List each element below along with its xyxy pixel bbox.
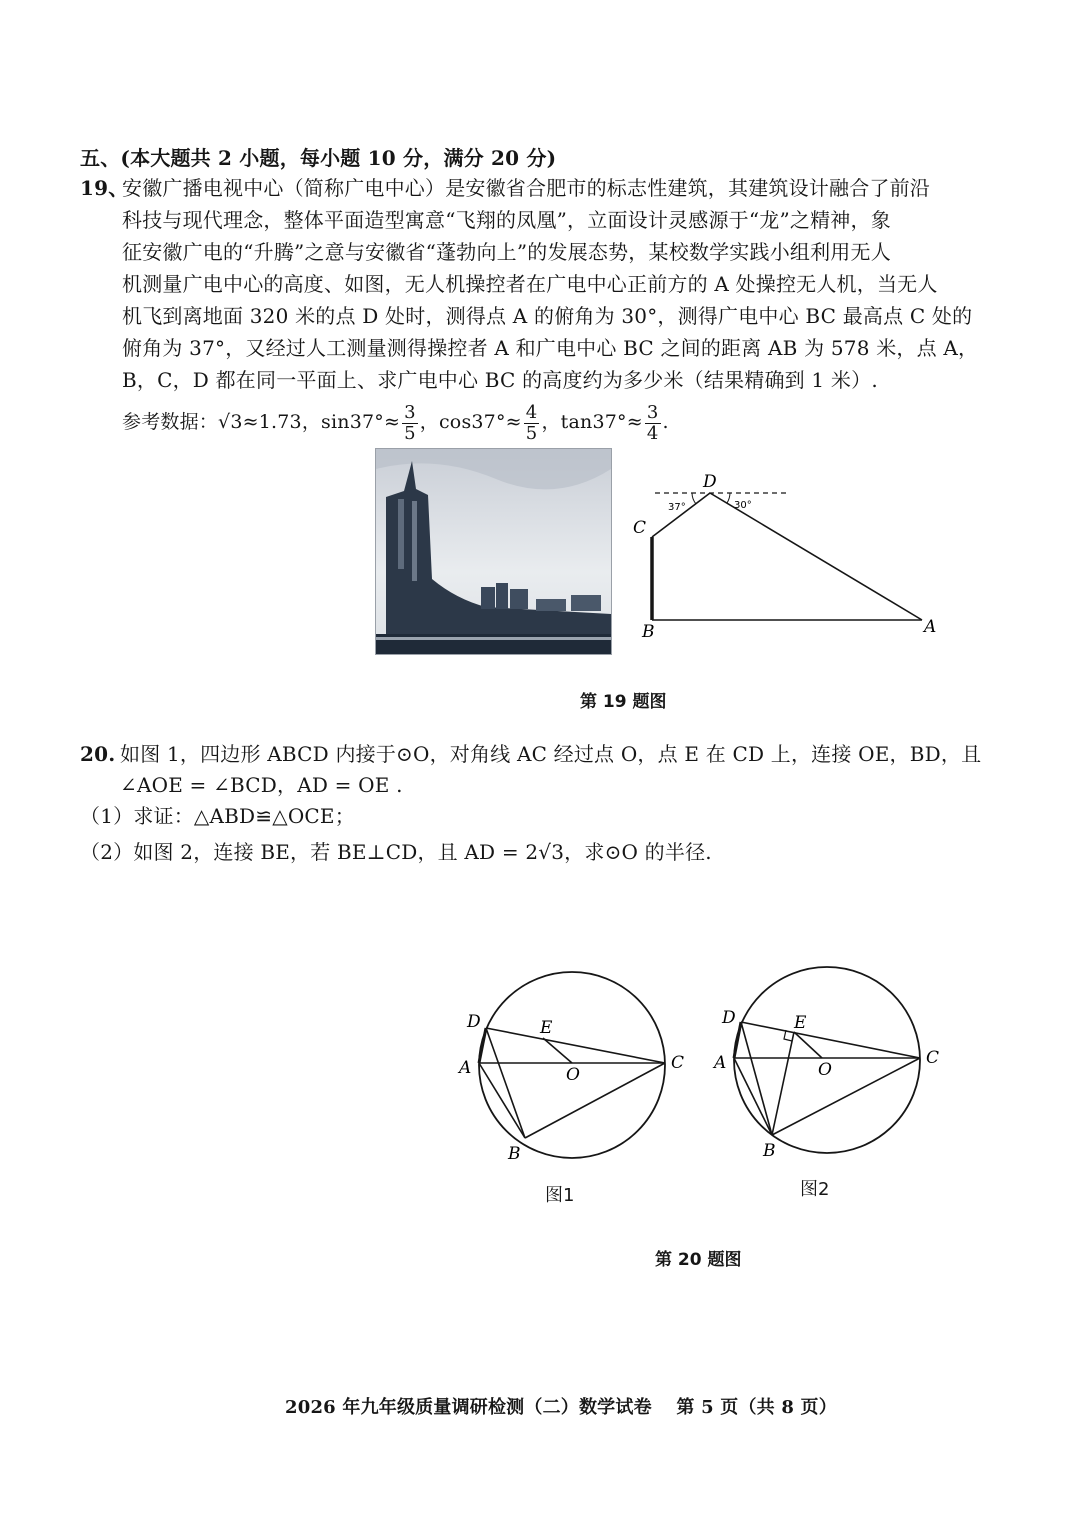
ref-tan-fraction [645, 403, 661, 444]
fig1-label-D: D [467, 1012, 481, 1032]
q19-triangle-figure [630, 465, 950, 645]
ref-end: . [662, 411, 669, 433]
q20-line-2: ∠AOE = ∠BCD，AD = OE . [120, 773, 403, 797]
fig1-label-B: B [508, 1144, 521, 1164]
fig2-label-A: A [714, 1053, 727, 1073]
q19-line-2: 科技与现代理念，整体平面造型寓意“飞翔的凤凰”，立面设计灵感源于“龙”之精神，象 [122, 208, 891, 232]
page-footer: 2026 年九年级质量调研检测（二）数学试卷 第 5 页（共 8 页） [285, 1397, 837, 1418]
chord-AD [479, 1028, 486, 1063]
figure-1-caption: 图1 [545, 1185, 575, 1206]
ref-cos-num: 4 [525, 401, 538, 423]
ref-cos-den: 5 [525, 422, 538, 444]
chord-DC [741, 1022, 920, 1058]
q20-figure-1 [455, 960, 695, 1170]
angle-arc-37 [692, 493, 696, 504]
fig1-label-O: O [566, 1065, 580, 1085]
distant-building [571, 595, 601, 611]
figure-2-caption: 图2 [800, 1179, 830, 1200]
label-A: A [924, 617, 937, 637]
tower-window [398, 499, 404, 569]
chord-DC [486, 1028, 665, 1063]
q19-line-6: 俯角为 37°，又经过人工测量测得操控者 A 和广电中心 BC 之间的距离 AB 为 578 米，点 A， [122, 336, 979, 360]
q19-line-5: 机飞到离地面 320 米的点 D 处时，测得点 A 的俯角为 30°，测得广电中心 BC 最高点 C 处的 [122, 304, 973, 328]
reference-data [122, 400, 669, 446]
fig2-label-O: O [818, 1060, 832, 1080]
q20-part-2: （2）如图 2，连接 BE，若 BE⊥CD，且 AD = 2√3，求⊙O 的半径. [80, 840, 712, 864]
distant-building [496, 583, 508, 609]
segment-DA [710, 493, 922, 620]
label-C: C [633, 518, 647, 538]
fig1-label-A: A [459, 1058, 472, 1078]
tower-window [412, 501, 417, 581]
ref-sin-den: 5 [404, 422, 416, 444]
fig2-label-D: D [722, 1008, 736, 1028]
distant-building [536, 599, 566, 611]
q20-part-1: （1）求证：△ABD≌△OCE； [80, 804, 355, 828]
q19-line-4: 机测量广电中心的高度、如图，无人机操控者在广电中心正前方的 A 处操控无人机，当无人 [122, 272, 938, 296]
fig2-label-B: B [763, 1141, 776, 1161]
label-B: B [642, 622, 655, 642]
photo-drawing [376, 449, 611, 654]
distant-building [481, 587, 495, 609]
q20-line-1: 如图 1，四边形 ABCD 内接于⊙O，对角线 AC 经过点 O，点 E 在 CD 上，连接 OE，BD，且 [120, 742, 982, 766]
ref-sin: sin37°≈ [321, 411, 401, 433]
fig2-label-C: C [926, 1048, 940, 1068]
question-20-number: 20. [80, 742, 116, 766]
broadcast-center-photo [375, 448, 612, 655]
ref-sqrt3: √3≈1.73， [218, 411, 322, 433]
ref-tan: ，tan37°≈ [541, 411, 643, 433]
question-19-number: 19、 [80, 176, 129, 200]
fig1-label-E: E [540, 1018, 553, 1038]
ref-sin-fraction [402, 403, 418, 444]
q19-line-1: 安徽广播电视中心（简称广电中心）是安徽省合肥市的标志性建筑，其建筑设计融合了前沿 [122, 176, 930, 200]
distant-building [510, 589, 528, 609]
fig2-label-E: E [794, 1013, 807, 1033]
chord-AB [734, 1058, 772, 1135]
chord-BC [772, 1058, 920, 1135]
ref-cos-fraction [524, 403, 540, 444]
figure-19-caption: 第 19 题图 [580, 692, 667, 712]
ref-cos: ，cos37°≈ [419, 411, 522, 433]
ref-sin-num: 3 [404, 401, 416, 423]
fig1-label-C: C [671, 1053, 685, 1073]
angle-arc-30 [727, 493, 730, 503]
q19-line-7: B，C，D 都在同一平面上、求广电中心 BC 的高度约为多少米（结果精确到 1 米）. [122, 368, 878, 392]
figure-20-caption: 第 20 题图 [655, 1250, 742, 1270]
section-title: 五、(本大题共 2 小题，每小题 10 分，满分 20 分) [80, 146, 557, 170]
ref-tan-num: 3 [646, 401, 659, 423]
angle-label-37: 37° [668, 502, 686, 513]
segment-CD [652, 493, 710, 537]
chord-BC [525, 1063, 665, 1138]
angle-label-30: 30° [734, 500, 752, 511]
road-line [376, 637, 611, 640]
segment-BE [772, 1032, 794, 1135]
q20-figure-2 [710, 960, 950, 1170]
q19-line-3: 征安徽广电的“升腾”之意与安徽省“蓬勃向上”的发展态势，某校数学实践小组利用无人 [122, 240, 891, 264]
ref-tan-den: 4 [646, 422, 659, 444]
chord-DB [741, 1022, 772, 1135]
reference-label: 参考数据： [122, 411, 219, 433]
label-D: D [703, 472, 717, 492]
